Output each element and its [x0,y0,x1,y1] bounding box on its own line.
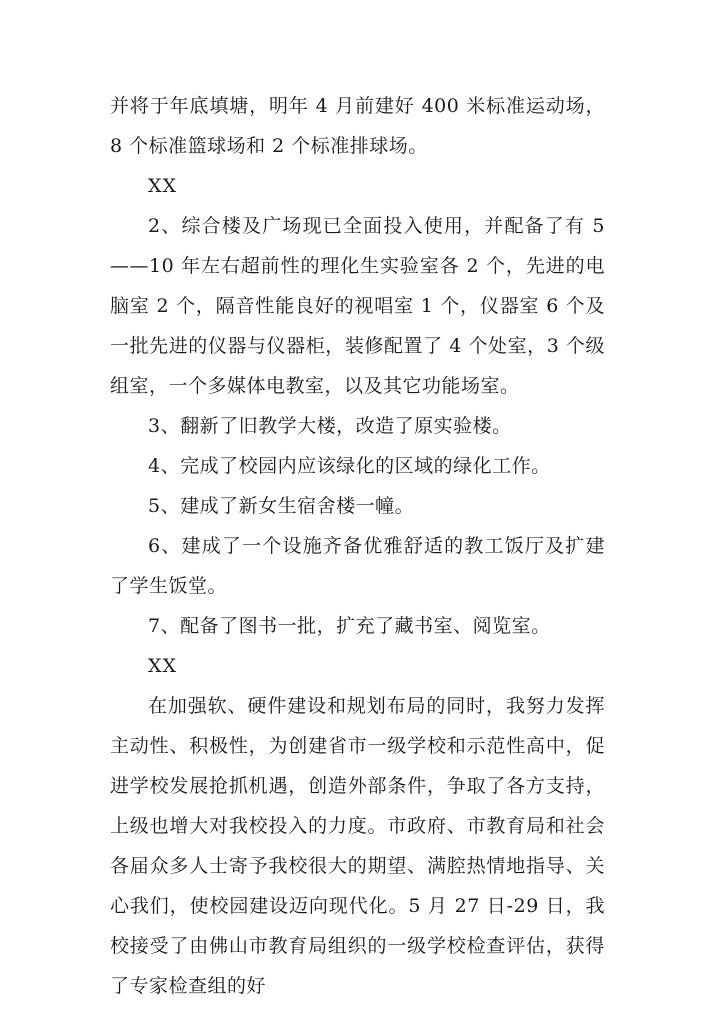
list-item-5: 5、建成了新女生宿舍楼一幢。 [148,495,415,517]
document-body [110,86,605,1006]
paragraph-continuation: 并将于年底填塘，明年 4 月前建好 400 米标准运动场，8 个标准篮球场和 2 个标准排球场。 [110,95,605,157]
paragraph-body: 在加强软、硬件建设和规划布局的同时，我努力发挥主动性、积极性，为创建省市一级学校和示范性高中，促进学校发展抢抓机遇，创造外部条件，争取了各方支持，上级也增大对我校投入的力度。市政府、市教育局和社会各届众多人士寄予我校很大的期望、满腔热情地指导、关心我们，使校园建设迈向现代化。5 月 27 日-29 日，我校接受了由佛山市教育局组织的一级学校检查评估，获得了专家检查组的好 [110,695,605,997]
list-item-2: 2、综合楼及广场现已全面投入使用，并配备了有 5——10 年左右超前性的理化生实验室各 2 个，先进的电脑室 2 个，隔音性能良好的视唱室 1 个，仪器室 6 个及一批先进的仪器与仪器柜，装修配置了 4 个处室，3 个级组室，一个多媒体电教室，以及其它功能场室。 [110,215,605,397]
section-marker: XX [148,175,178,197]
list-item-7: 7、配备了图书一批，扩充了藏书室、阅览室。 [148,615,551,637]
list-item-4: 4、完成了校园内应该绿化的区域的绿化工作。 [148,455,551,477]
section-marker: XX [148,655,178,677]
list-item-6: 6、建成了一个设施齐备优雅舒适的教工饭厅及扩建了学生饭堂。 [110,535,605,597]
list-item-3: 3、翻新了旧教学大楼，改造了原实验楼。 [148,415,512,437]
